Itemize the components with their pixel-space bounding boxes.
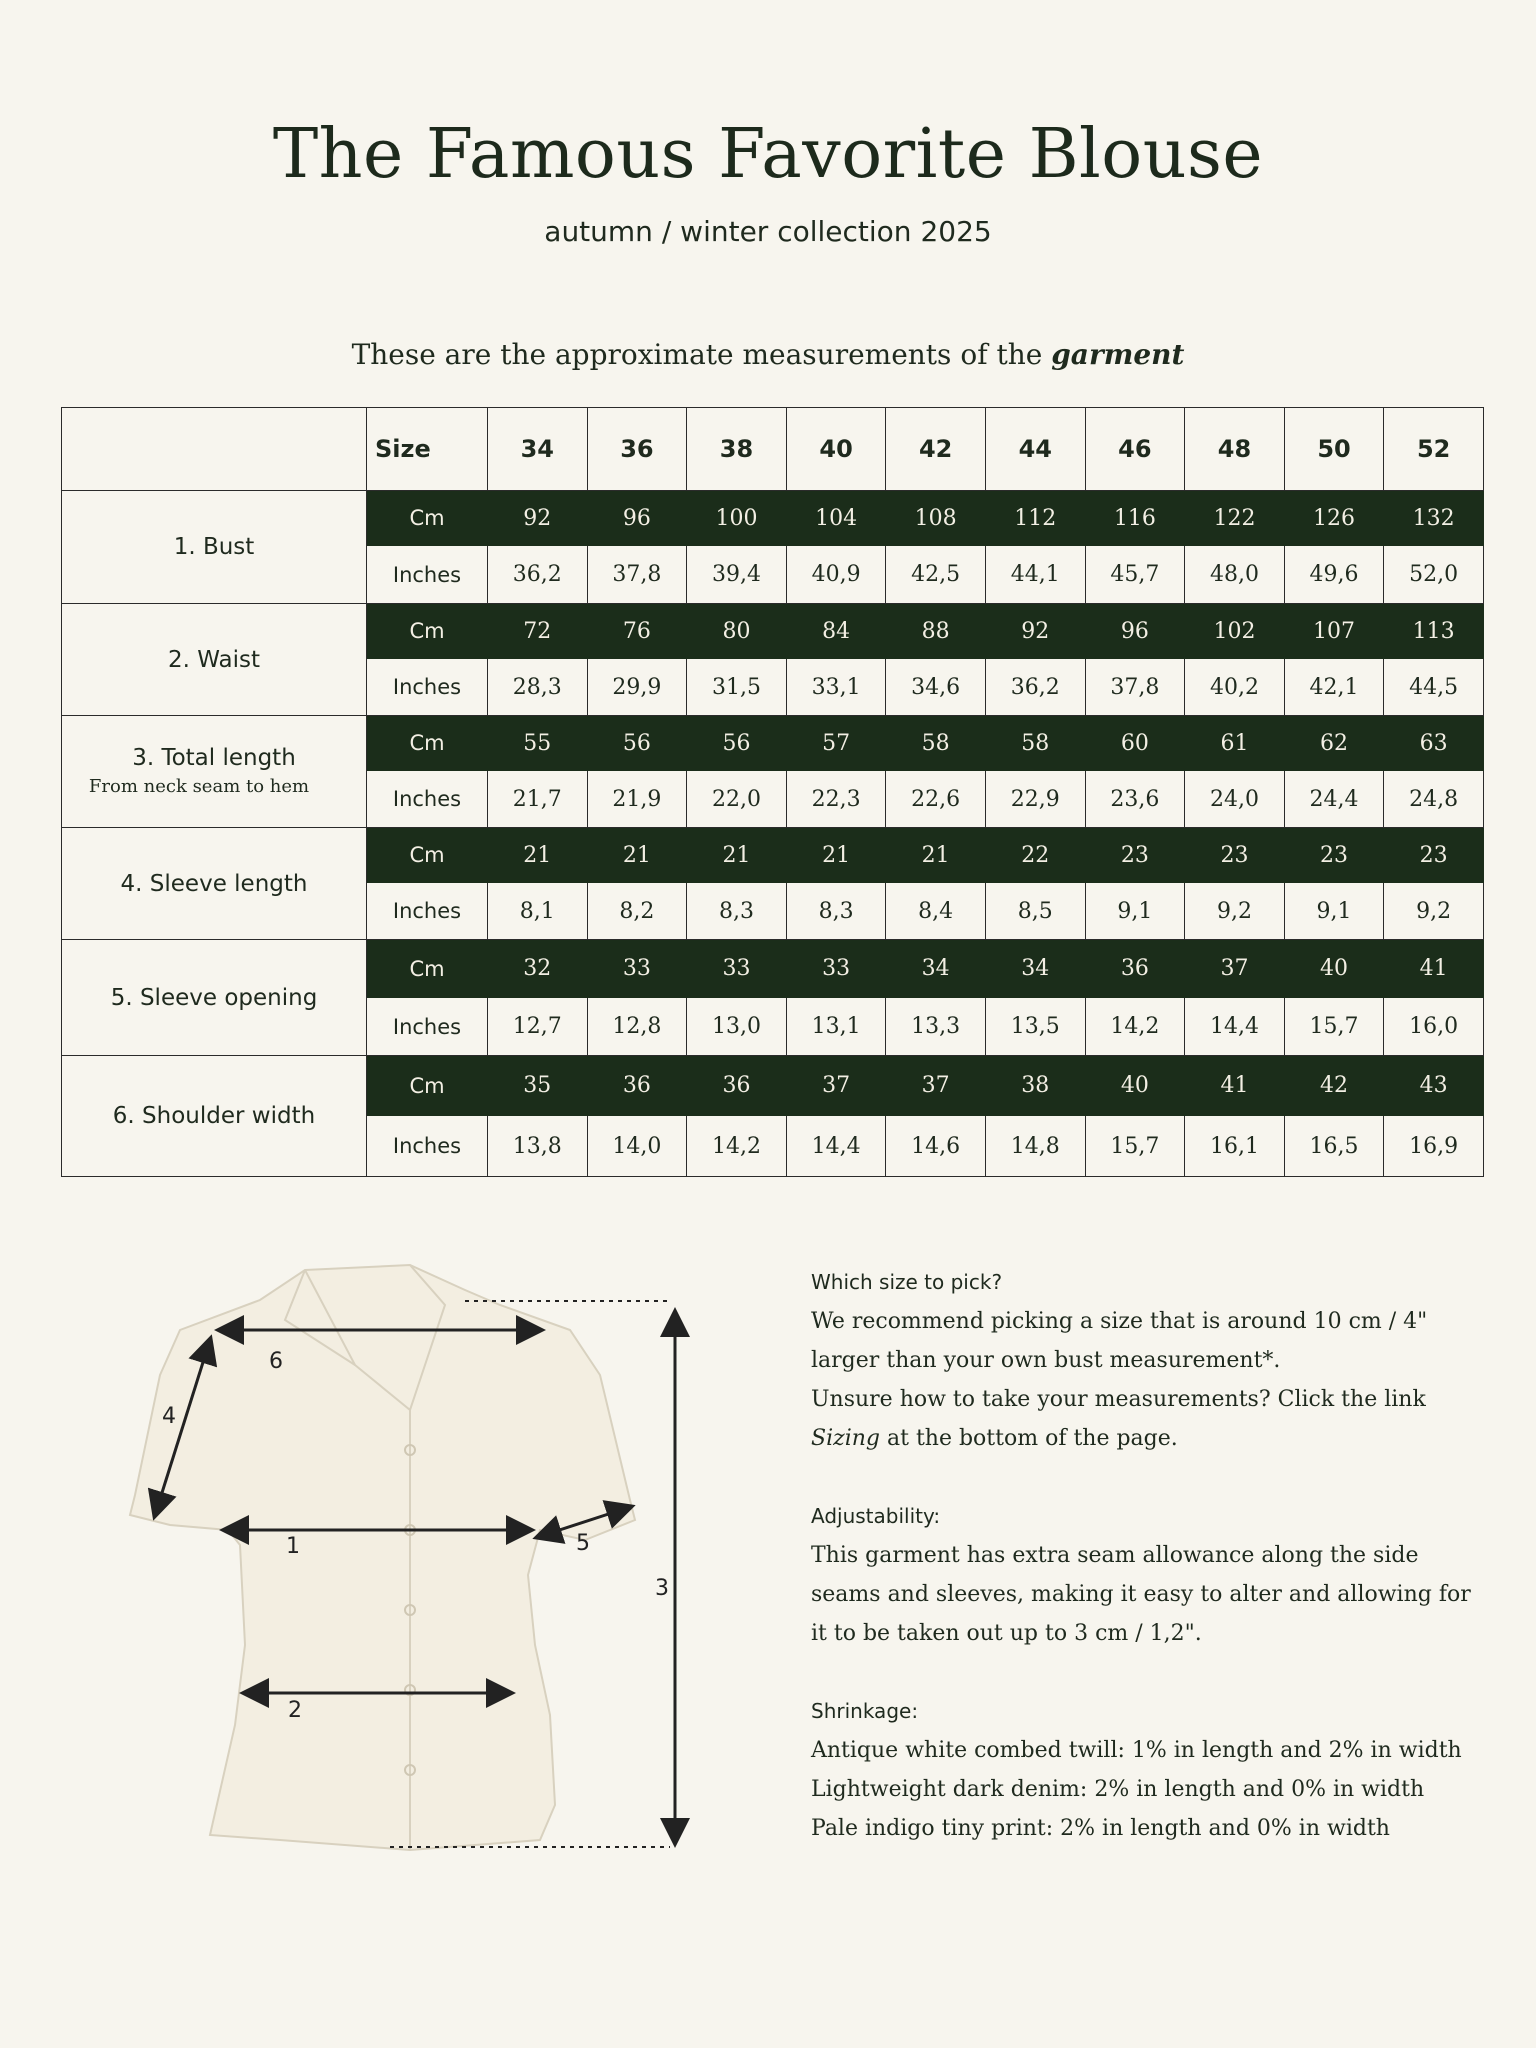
- measurement-label: [62, 940, 367, 1056]
- unit-inches-label: Inches: [367, 1116, 488, 1177]
- cm-value: 36: [687, 1056, 787, 1116]
- cm-value: 36: [1085, 940, 1185, 998]
- cm-value: 92: [488, 491, 588, 546]
- cm-value: 102: [1185, 604, 1285, 659]
- measure-row-cm: [62, 491, 1484, 546]
- inch-value: 22,9: [985, 771, 1085, 828]
- size-advice-1: We recommend picking a size that is around 10 cm / 4": [811, 1309, 1428, 1334]
- cm-value: 112: [985, 491, 1085, 546]
- cm-value: 33: [687, 940, 787, 998]
- cm-value: 58: [886, 716, 986, 771]
- size-header-52: 52: [1384, 408, 1484, 491]
- measurement-label: [62, 604, 367, 716]
- inch-value: 45,7: [1085, 546, 1185, 604]
- inch-value: 44,5: [1384, 659, 1484, 716]
- inch-value: 48,0: [1185, 546, 1285, 604]
- cm-value: 113: [1384, 604, 1484, 659]
- adjust-text-3: it to be taken out up to 3 cm / 1,2".: [811, 1621, 1202, 1646]
- inch-value: 24,0: [1185, 771, 1285, 828]
- inch-value: 40,2: [1185, 659, 1285, 716]
- cm-value: 23: [1284, 828, 1384, 883]
- inch-value: 21,9: [587, 771, 687, 828]
- cm-value: 104: [786, 491, 886, 546]
- measurement-name: 3. Total length: [132, 745, 296, 772]
- unit-cm-label: Cm: [367, 940, 488, 998]
- cm-value: 23: [1384, 828, 1484, 883]
- intro-emphasis: garment: [1051, 338, 1185, 371]
- cm-value: 40: [1284, 940, 1384, 998]
- label-5: 5: [576, 1531, 590, 1556]
- cm-value: 23: [1185, 828, 1285, 883]
- inch-value: 37,8: [587, 546, 687, 604]
- cm-value: 34: [985, 940, 1085, 998]
- size-header-40: 40: [786, 408, 886, 491]
- label-2: 2: [288, 1698, 302, 1723]
- size-header-label: Size: [367, 408, 488, 491]
- cm-value: 21: [587, 828, 687, 883]
- inch-value: 14,2: [1085, 998, 1185, 1056]
- shrink-text-2: Lightweight dark denim: 2% in length and 0% in width: [811, 1777, 1425, 1802]
- cm-value: 61: [1185, 716, 1285, 771]
- inch-value: 13,1: [786, 998, 886, 1056]
- inch-value: 40,9: [786, 546, 886, 604]
- size-header-44: 44: [985, 408, 1085, 491]
- inch-value: 29,9: [587, 659, 687, 716]
- inch-value: 15,7: [1085, 1116, 1185, 1177]
- size-header-row: [62, 408, 1484, 491]
- inch-value: 14,4: [786, 1116, 886, 1177]
- cm-value: 76: [587, 604, 687, 659]
- measurement-label: [62, 716, 367, 828]
- inch-value: 9,2: [1384, 883, 1484, 940]
- collection-subtitle: autumn / winter collection 2025: [544, 215, 992, 248]
- inch-value: 12,8: [587, 998, 687, 1056]
- cm-value: 62: [1284, 716, 1384, 771]
- inch-value: 22,0: [687, 771, 787, 828]
- cm-value: 116: [1085, 491, 1185, 546]
- unit-cm-label: Cm: [367, 716, 488, 771]
- inch-value: 8,1: [488, 883, 588, 940]
- measurement-label: [62, 491, 367, 604]
- label-1: 1: [286, 1534, 300, 1559]
- cm-value: 37: [1185, 940, 1285, 998]
- cm-value: 33: [786, 940, 886, 998]
- cm-value: 126: [1284, 491, 1384, 546]
- size-header-42: 42: [886, 408, 986, 491]
- cm-value: 96: [1085, 604, 1185, 659]
- cm-value: 56: [687, 716, 787, 771]
- cm-value: 43: [1384, 1056, 1484, 1116]
- unit-inches-label: Inches: [367, 883, 488, 940]
- cm-value: 23: [1085, 828, 1185, 883]
- cm-value: 63: [1384, 716, 1484, 771]
- cm-value: 33: [587, 940, 687, 998]
- adjustability-heading: Adjustability:: [811, 1504, 941, 1528]
- inch-value: 39,4: [687, 546, 787, 604]
- cm-value: 35: [488, 1056, 588, 1116]
- inch-value: 42,5: [886, 546, 986, 604]
- inch-value: 28,3: [488, 659, 588, 716]
- size-chart-table: [61, 407, 1484, 1177]
- inch-value: 44,1: [985, 546, 1085, 604]
- shrinkage-heading: Shrinkage:: [811, 1699, 919, 1723]
- inch-value: 24,4: [1284, 771, 1384, 828]
- measurements-intro: [0, 338, 1536, 371]
- adjust-text-2: seams and sleeves, making it easy to alter and allowing for: [811, 1582, 1471, 1607]
- inch-value: 21,7: [488, 771, 588, 828]
- inch-value: 14,2: [687, 1116, 787, 1177]
- measurement-name: 4. Sleeve length: [120, 870, 308, 897]
- cm-value: 107: [1284, 604, 1384, 659]
- size-header-50: 50: [1284, 408, 1384, 491]
- cm-value: 122: [1185, 491, 1285, 546]
- measure-row-cm: [62, 604, 1484, 659]
- sizing-info: [811, 1263, 1491, 1848]
- inch-value: 36,2: [488, 546, 588, 604]
- inch-value: 37,8: [1085, 659, 1185, 716]
- intro-text: These are the approximate measurements of the: [351, 338, 1043, 371]
- cm-value: 36: [587, 1056, 687, 1116]
- inch-value: 23,6: [1085, 771, 1185, 828]
- inch-value: 14,6: [886, 1116, 986, 1177]
- cm-value: 92: [985, 604, 1085, 659]
- cm-value: 80: [687, 604, 787, 659]
- cm-value: 55: [488, 716, 588, 771]
- cm-value: 22: [985, 828, 1085, 883]
- inch-value: 13,0: [687, 998, 787, 1056]
- cm-value: 21: [488, 828, 588, 883]
- cm-value: 21: [786, 828, 886, 883]
- measurement-name: 5. Sleeve opening: [110, 984, 318, 1011]
- adjust-text-1: This garment has extra seam allowance along the side: [811, 1543, 1419, 1568]
- size-advice-4-rest: at the bottom of the page.: [880, 1426, 1178, 1451]
- measure-row-cm: [62, 940, 1484, 998]
- inch-value: 16,5: [1284, 1116, 1384, 1177]
- inch-value: 24,8: [1384, 771, 1484, 828]
- unit-cm-label: Cm: [367, 1056, 488, 1116]
- cm-value: 96: [587, 491, 687, 546]
- measurement-label: [62, 828, 367, 940]
- inch-value: 14,8: [985, 1116, 1085, 1177]
- shrink-text-1: Antique white combed twill: 1% in length and 2% in width: [811, 1738, 1462, 1763]
- cm-value: 42: [1284, 1056, 1384, 1116]
- sizing-link[interactable]: Sizing: [811, 1426, 880, 1451]
- cm-value: 34: [886, 940, 986, 998]
- inch-value: 14,4: [1185, 998, 1285, 1056]
- unit-cm-label: Cm: [367, 491, 488, 546]
- cm-value: 38: [985, 1056, 1085, 1116]
- measurement-name: 2. Waist: [167, 646, 260, 673]
- unit-cm-label: Cm: [367, 604, 488, 659]
- which-size-heading: Which size to pick?: [811, 1270, 1003, 1294]
- measurement-label: [62, 1056, 367, 1177]
- cm-value: 37: [886, 1056, 986, 1116]
- inch-value: 52,0: [1384, 546, 1484, 604]
- label-4: 4: [162, 1404, 176, 1429]
- size-advice-2: larger than your own bust measurement*.: [811, 1348, 1281, 1373]
- cm-value: 57: [786, 716, 886, 771]
- inch-value: 15,7: [1284, 998, 1384, 1056]
- cm-value: 32: [488, 940, 588, 998]
- inch-value: 22,3: [786, 771, 886, 828]
- measure-row-cm: [62, 828, 1484, 883]
- cm-value: 56: [587, 716, 687, 771]
- cm-value: 40: [1085, 1056, 1185, 1116]
- inch-value: 12,7: [488, 998, 588, 1056]
- size-header-34: 34: [488, 408, 588, 491]
- page-title: The Famous Favorite Blouse: [272, 115, 1264, 194]
- size-advice-4: [811, 1419, 1491, 1458]
- measurement-name: 6. Shoulder width: [112, 1103, 316, 1129]
- inch-value: 42,1: [1284, 659, 1384, 716]
- label-3: 3: [655, 1576, 669, 1601]
- cm-value: 21: [687, 828, 787, 883]
- cm-value: 88: [886, 604, 986, 659]
- inch-value: 13,5: [985, 998, 1085, 1056]
- size-advice-3: Unsure how to take your measurements? Click the link: [811, 1387, 1426, 1412]
- inch-value: 14,0: [587, 1116, 687, 1177]
- cm-value: 58: [985, 716, 1085, 771]
- unit-inches-label: Inches: [367, 659, 488, 716]
- measure-row-cm: [62, 1056, 1484, 1116]
- cm-value: 41: [1384, 940, 1484, 998]
- measurement-name: 1. Bust: [173, 534, 255, 560]
- cm-value: 41: [1185, 1056, 1285, 1116]
- inch-value: 9,2: [1185, 883, 1285, 940]
- inch-value: 34,6: [886, 659, 986, 716]
- inch-value: 13,3: [886, 998, 986, 1056]
- shrink-text-3: Pale indigo tiny print: 2% in length and 0% in width: [811, 1816, 1390, 1841]
- unit-inches-label: Inches: [367, 998, 488, 1056]
- size-header-38: 38: [687, 408, 787, 491]
- inch-value: 8,3: [687, 883, 787, 940]
- inch-value: 9,1: [1085, 883, 1185, 940]
- inch-value: 31,5: [687, 659, 787, 716]
- inch-value: 8,4: [886, 883, 986, 940]
- inch-value: 8,5: [985, 883, 1085, 940]
- size-header-48: 48: [1185, 408, 1285, 491]
- cm-value: 60: [1085, 716, 1185, 771]
- cm-value: 37: [786, 1056, 886, 1116]
- unit-inches-label: Inches: [367, 546, 488, 604]
- cm-value: 21: [886, 828, 986, 883]
- cm-value: 132: [1384, 491, 1484, 546]
- size-header-46: 46: [1085, 408, 1185, 491]
- measure-row-cm: [62, 716, 1484, 771]
- inch-value: 22,6: [886, 771, 986, 828]
- inch-value: 13,8: [488, 1116, 588, 1177]
- measurement-note: From neck seam to hem: [88, 776, 310, 798]
- inch-value: 16,0: [1384, 998, 1484, 1056]
- cm-value: 108: [886, 491, 986, 546]
- unit-inches-label: Inches: [367, 771, 488, 828]
- size-header-36: 36: [587, 408, 687, 491]
- inch-value: 49,6: [1284, 546, 1384, 604]
- label-6: 6: [269, 1349, 283, 1374]
- inch-value: 16,1: [1185, 1116, 1285, 1177]
- inch-value: 33,1: [786, 659, 886, 716]
- inch-value: 16,9: [1384, 1116, 1484, 1177]
- inch-value: 9,1: [1284, 883, 1384, 940]
- inch-value: 8,2: [587, 883, 687, 940]
- cm-value: 84: [786, 604, 886, 659]
- unit-cm-label: Cm: [367, 828, 488, 883]
- inch-value: 8,3: [786, 883, 886, 940]
- corner-cell: [62, 408, 367, 491]
- blouse-diagram: [110, 1245, 710, 1865]
- cm-value: 72: [488, 604, 588, 659]
- inch-value: 36,2: [985, 659, 1085, 716]
- cm-value: 100: [687, 491, 787, 546]
